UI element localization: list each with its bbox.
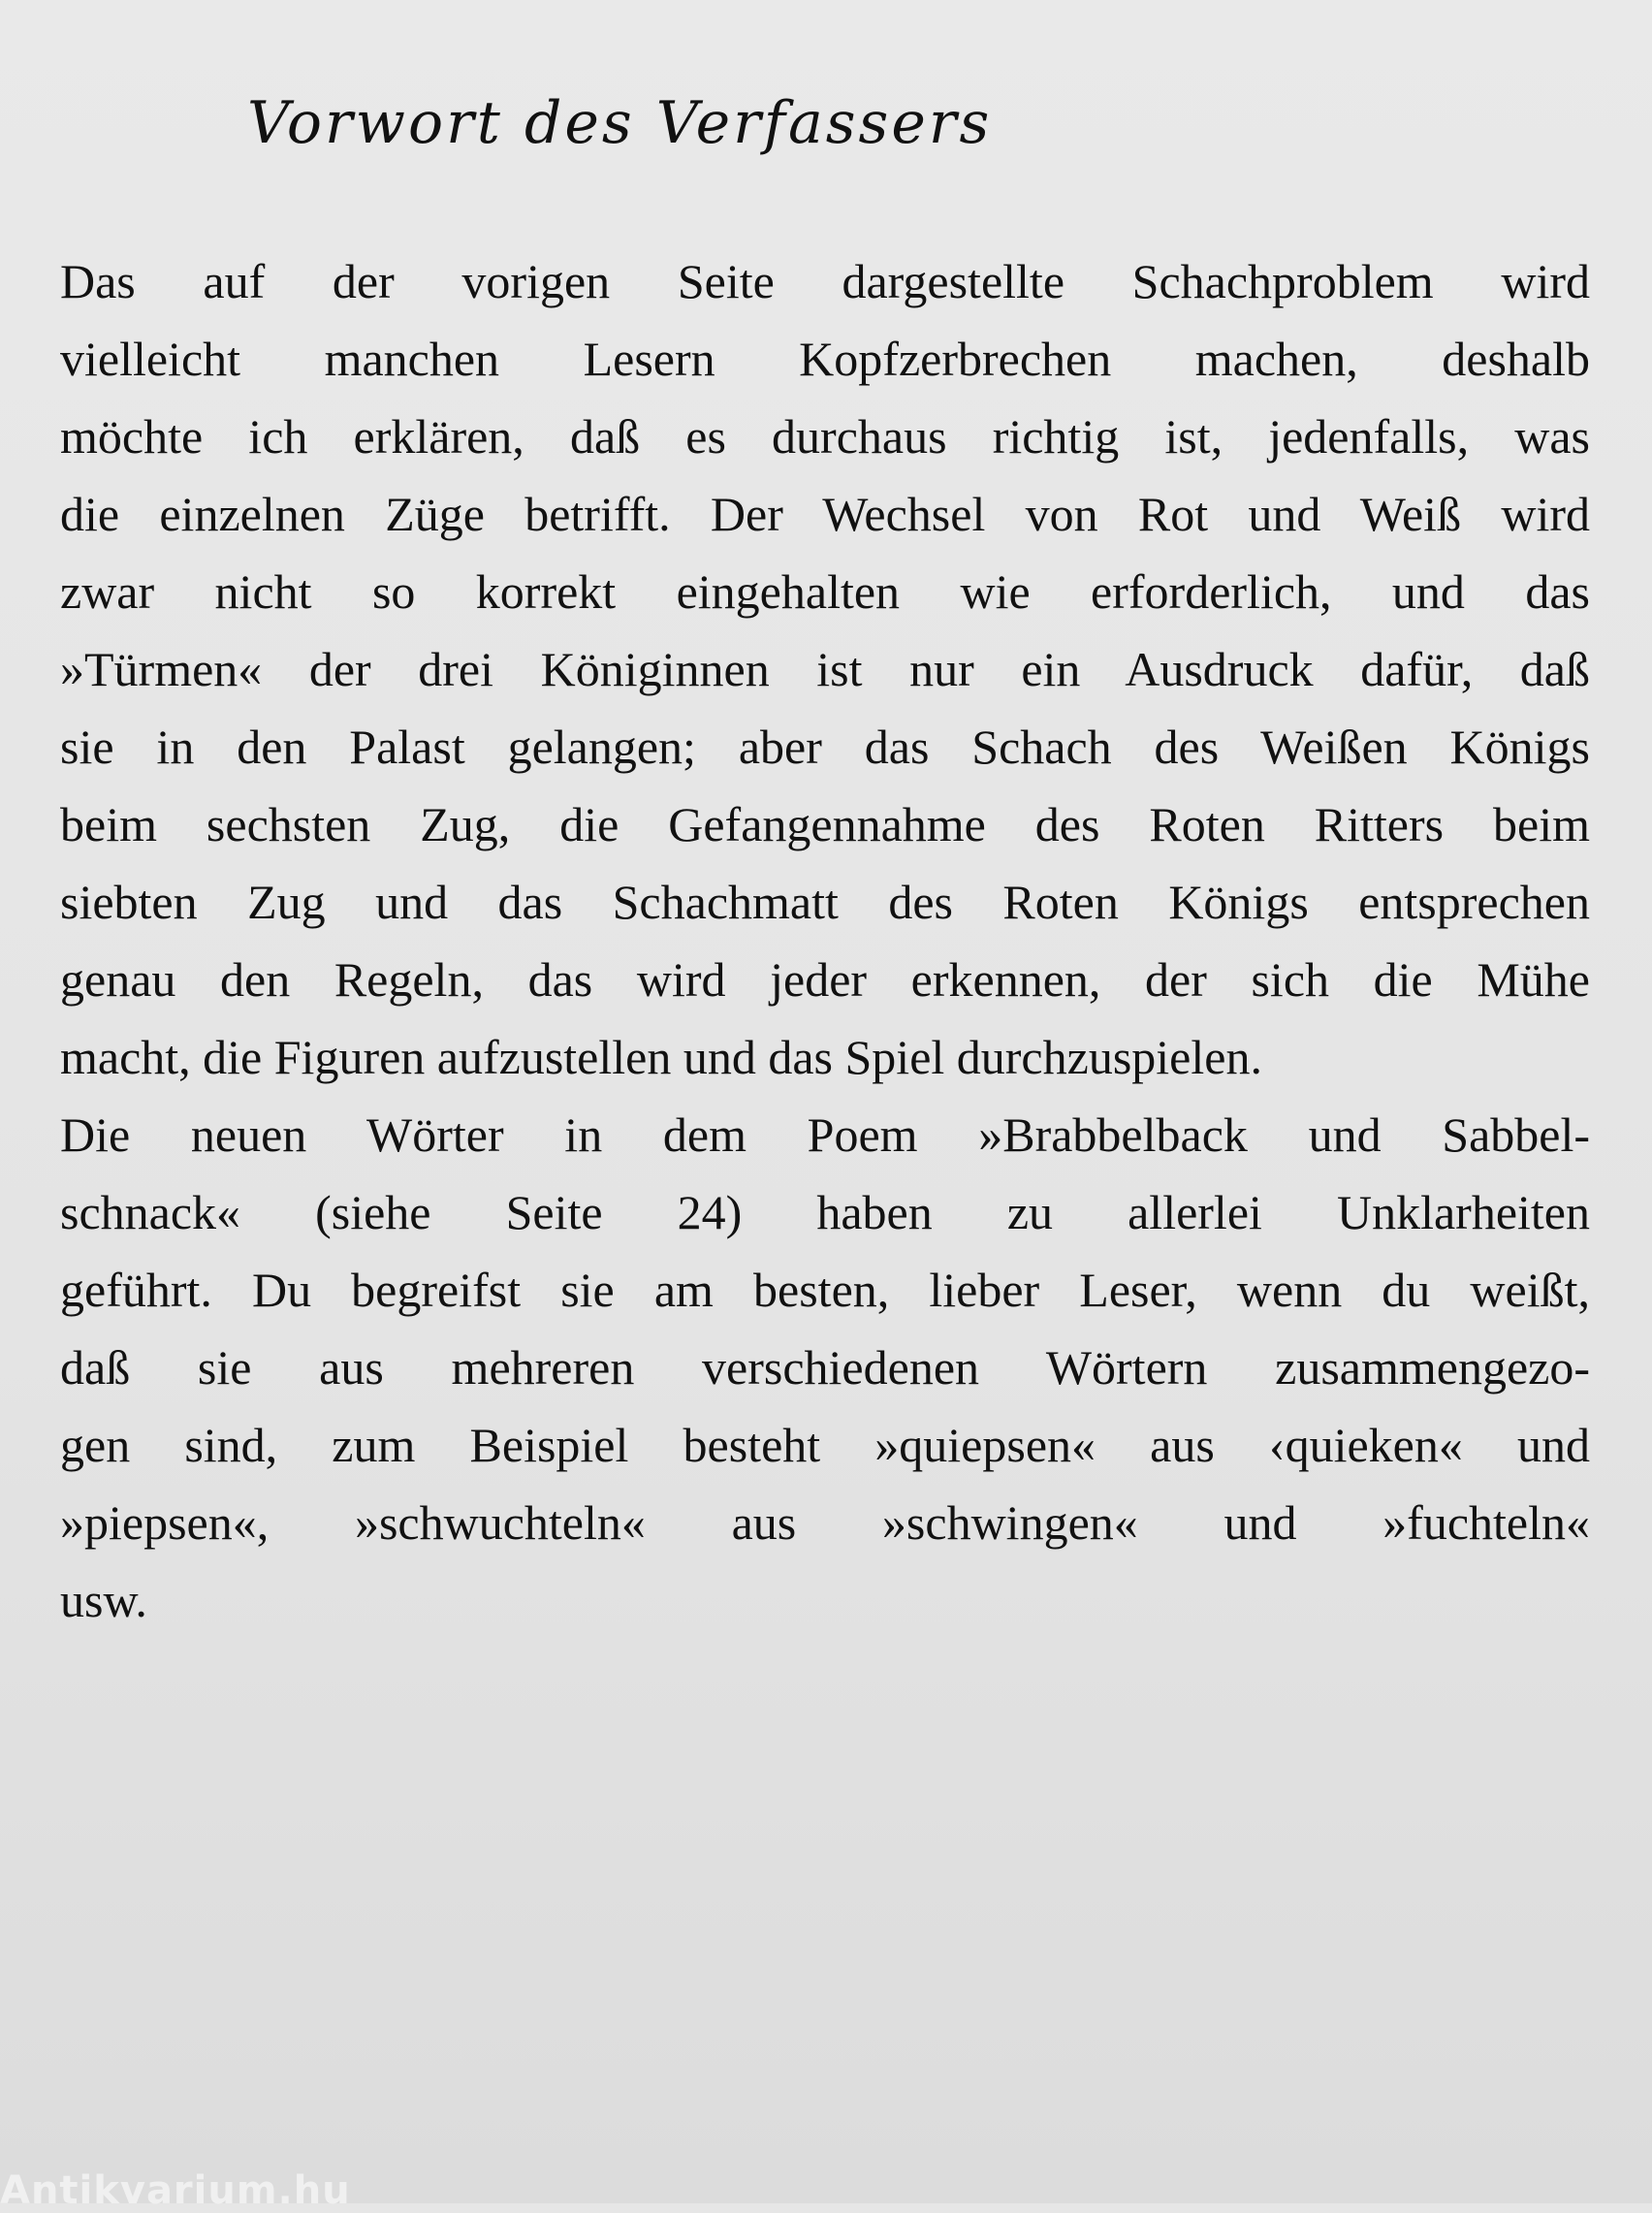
preface-text bbox=[60, 242, 1590, 1639]
text-line: siebten Zug und das Schachmatt des Roten Königs entsprechen bbox=[60, 875, 1590, 929]
text-line: möchte ich erklären, daß es durchaus richtig ist, jedenfalls, was bbox=[60, 409, 1590, 464]
text-line: »Türmen« der drei Königinnen ist nur ein Ausdruck dafür, daß bbox=[60, 642, 1590, 696]
text-line: geführt. Du begreifst sie am besten, lieber Leser, wenn du weißt, bbox=[60, 1263, 1590, 1317]
text-line: genau den Regeln, das wird jeder erkennen, der sich die Mühe bbox=[60, 952, 1590, 1007]
paragraph-end-line: macht, die Figuren aufzustellen und das Spiel durchzuspielen. bbox=[60, 1030, 1262, 1084]
text-line: gen sind, zum Beispiel besteht »quiepsen« aus ‹quieken« und bbox=[60, 1418, 1590, 1472]
text-line: zwar nicht so korrekt eingehalten wie erforderlich, und das bbox=[60, 564, 1590, 619]
text-line: schnack« (siehe Seite 24) haben zu allerlei Unklarheiten bbox=[60, 1185, 1590, 1239]
text-line: beim sechsten Zug, die Gefangennahme des Roten Ritters beim bbox=[60, 797, 1590, 851]
text-line: die einzelnen Züge betrifft. Der Wechsel von Rot und Weiß wird bbox=[60, 487, 1590, 541]
text-line: sie in den Palast gelangen; aber das Schach des Weißen Königs bbox=[60, 720, 1590, 774]
text-line: vielleicht manchen Lesern Kopfzerbrechen machen, deshalb bbox=[60, 332, 1590, 386]
text-line: daß sie aus mehreren verschiedenen Wörtern zusammengezo- bbox=[60, 1340, 1590, 1395]
paragraph-end-line: usw. bbox=[60, 1573, 147, 1627]
text-line: »piepsen«, »schwuchteln« aus »schwingen« und »fuchteln« bbox=[60, 1495, 1590, 1550]
text-line: Das auf der vorigen Seite dargestellte Schachproblem wird bbox=[60, 254, 1590, 308]
text-line: Die neuen Wörter in dem Poem »Brabbelback und Sabbel- bbox=[60, 1107, 1590, 1162]
page-title: Vorwort des Verfassers bbox=[247, 89, 993, 157]
watermark-text: Antikvarium.hu bbox=[0, 2168, 351, 2213]
